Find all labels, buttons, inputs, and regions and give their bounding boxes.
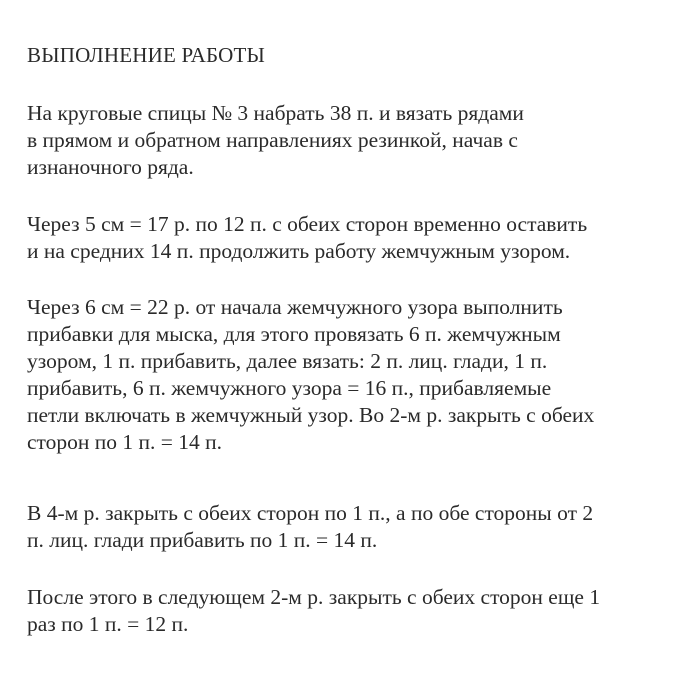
paragraph-line: сторон по 1 п. = 14 п.	[27, 430, 223, 454]
paragraph-pearl-pattern	[27, 211, 587, 265]
paragraph-line: раз по 1 п. = 12 п.	[27, 612, 189, 636]
paragraph-line: прибавить, 6 п. жемчужного узора = 16 п., прибавляемые	[27, 376, 552, 400]
paragraph-line: и на средних 14 п. продолжить работу жемчужным узором.	[27, 239, 571, 263]
paragraph-line: После этого в следующем 2-м р. закрыть с обеих сторон еще 1	[27, 585, 601, 609]
paragraph-line: В 4-м р. закрыть с обеих сторон по 1 п., а по обе стороны от 2	[27, 501, 594, 525]
document-title: ВЫПОЛНЕНИЕ РАБОТЫ	[27, 43, 266, 67]
paragraph-line: петли включать в жемчужный узор. Во 2-м р. закрыть с обеих	[27, 403, 595, 427]
paragraph-row-4	[27, 500, 593, 554]
paragraph-line: изнаночного ряда.	[27, 155, 194, 179]
paragraph-line: На круговые спицы № 3 набрать 38 п. и вязать рядами	[27, 101, 524, 125]
paragraph-line: п. лиц. глади прибавить по 1 п. = 14 п.	[27, 528, 378, 552]
paragraph-line: в прямом и обратном направлениях резинкой, начав с	[27, 128, 518, 152]
paragraph-line: прибавки для мыска, для этого провязать 6 п. жемчужным	[27, 322, 561, 346]
paragraph-cast-on	[27, 100, 524, 181]
paragraph-toe-increases	[27, 294, 594, 456]
paragraph-line: узором, 1 п. прибавить, далее вязать: 2 п. лиц. глади, 1 п.	[27, 349, 548, 373]
paragraph-line: Через 5 см = 17 р. по 12 п. с обеих сторон временно оставить	[27, 212, 588, 236]
paragraph-final-decrease	[27, 584, 600, 638]
paragraph-line: Через 6 см = 22 р. от начала жемчужного узора выполнить	[27, 295, 563, 319]
